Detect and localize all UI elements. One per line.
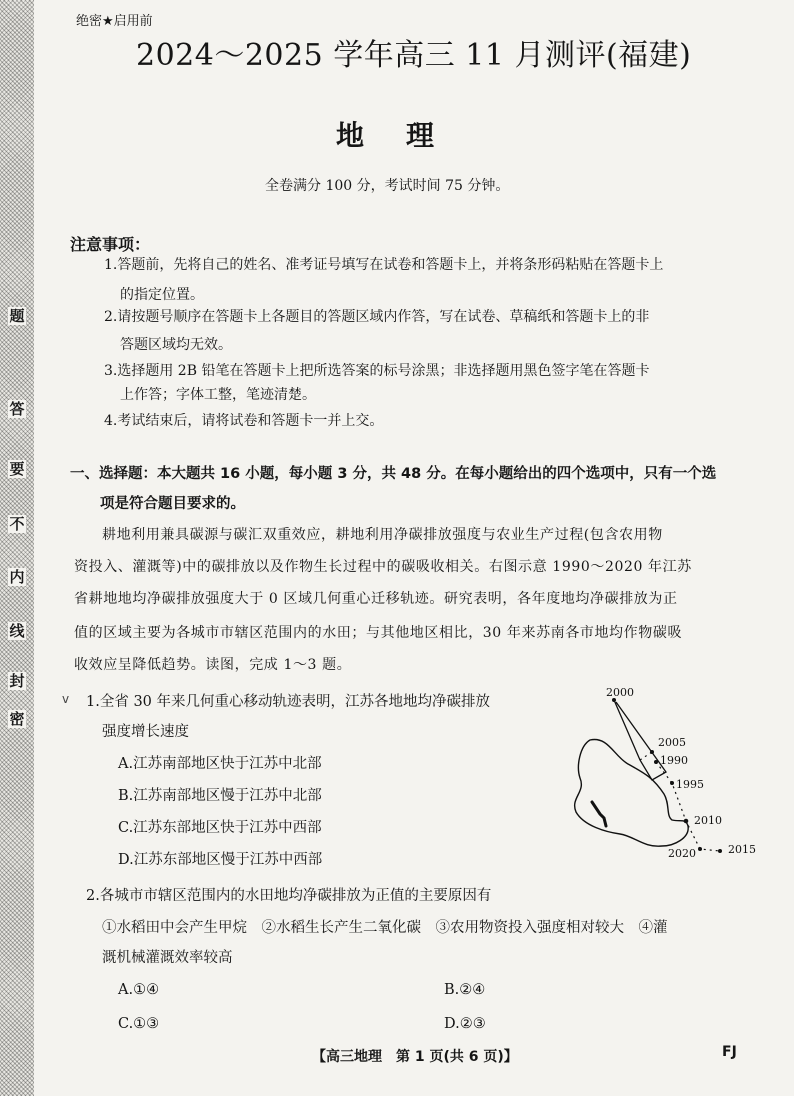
q2-option-c: C.①③: [118, 1016, 160, 1032]
seal-char-4: 不: [9, 515, 25, 533]
label-1990: 1990: [660, 754, 688, 767]
q2-option-a: A.①④: [118, 982, 160, 998]
seal-char-3: 要: [9, 460, 25, 478]
score-note: 全卷满分 100 分，考试时间 75 分钟。: [265, 178, 510, 194]
secret-label: 绝密★启用前: [76, 14, 153, 29]
region-code: FJ: [722, 1044, 737, 1060]
notice-item-1-cont: 的指定位置。: [120, 287, 204, 303]
margin-tick-mark: v: [62, 692, 70, 706]
q2-option-b: B.②④: [444, 982, 486, 998]
seal-char-5: 内: [9, 568, 25, 586]
q1-stem-line1: 1.全省 30 年来几何重心移动轨迹表明，江苏各地地均净碳排放: [86, 694, 491, 710]
passage-line-1: 耕地利用兼具碳源与碳汇双重效应，耕地利用净碳排放强度与农业生产过程(包含农用物: [102, 527, 663, 543]
exam-title: 2024～2025 学年高三 11 月测评(福建): [136, 38, 692, 73]
seal-char-1: 题: [9, 307, 25, 325]
passage-line-3: 省耕地地均净碳排放强度大于 0 区域几何重心迁移轨迹。研究表明，各年度地均净碳排放为正: [74, 591, 678, 607]
passage-line-4: 值的区域主要为各城市市辖区范围内的水田；与其他地区相比，30 年来苏南各市地均作物碳吸: [74, 625, 683, 641]
notice-item-4: 4.考试结束后，请将试卷和答题卡一并上交。: [104, 413, 384, 429]
seal-char-7: 封: [9, 672, 25, 690]
q2-stem: 2.各城市市辖区范围内的水田地均净碳排放为正值的主要原因有: [86, 888, 492, 904]
point-2015: [718, 849, 722, 853]
notice-item-3-cont: 上作答；字体工整，笔迹清楚。: [120, 387, 316, 403]
label-2015: 2015: [728, 843, 756, 856]
notice-item-3: 3.选择题用 2B 铅笔在答题卡上把所选答案的标号涂黑；非选择题用黑色签字笔在答题卡: [104, 363, 650, 379]
label-1995: 1995: [676, 778, 704, 791]
q1-option-c: C.江苏东部地区快于江苏中西部: [118, 820, 322, 836]
label-2005: 2005: [658, 736, 686, 749]
seal-char-2: 答: [9, 400, 25, 418]
notice-item-1: 1.答题前，先将自己的姓名、准考证号填写在试卷和答题卡上，并将条形码粘贴在答题卡上: [104, 257, 664, 273]
notice-item-2-cont: 答题区域均无效。: [120, 337, 232, 353]
q2-option-d: D.②③: [444, 1016, 486, 1032]
centroid-trajectory-map: [548, 680, 768, 880]
passage-line-2: 资投入、灌溉等)中的碳排放以及作物生长过程中的碳吸收相关。右图示意 1990～2020 年江苏: [74, 559, 692, 575]
seal-char-8: 密: [9, 710, 25, 728]
label-2020: 2020: [668, 847, 696, 860]
q1-option-a: A.江苏南部地区快于江苏中北部: [118, 756, 322, 772]
q2-items-line1: ①水稻田中会产生甲烷 ②水稻生长产生二氧化碳 ③农用物资投入强度相对较大 ④灌: [102, 920, 668, 936]
q1-option-d: D.江苏东部地区慢于江苏中西部: [118, 852, 323, 868]
notice-heading: 注意事项：: [70, 235, 151, 254]
section-heading-line1: 一、选择题：本大题共 16 小题，每小题 3 分，共 48 分。在每小题给出的四个选项中，只有一个选: [70, 466, 717, 482]
subject-title: 地理: [336, 119, 477, 152]
interior-centroid-cluster: [592, 802, 606, 826]
binding-margin: [0, 0, 34, 1096]
q1-stem-line2: 强度增长速度: [102, 724, 189, 740]
passage-line-5: 收效应呈降低趋势。读图，完成 1～3 题。: [74, 657, 352, 673]
section-heading-line2: 项是符合题目要求的。: [100, 496, 245, 512]
q1-option-b: B.江苏南部地区慢于江苏中北部: [118, 788, 322, 804]
seal-char-6: 线: [9, 622, 25, 640]
page-footer: 【高三地理 第 1 页(共 6 页)】: [312, 1049, 518, 1065]
label-2000: 2000: [606, 686, 634, 699]
point-2020: [698, 847, 702, 851]
notice-item-2: 2.请按题号顺序在答题卡上各题目的答题区域内作答，写在试卷、草稿纸和答题卡上的非: [104, 309, 650, 325]
label-2010: 2010: [694, 814, 722, 827]
q2-items-line2: 溉机械灌溉效率较高: [102, 950, 233, 966]
